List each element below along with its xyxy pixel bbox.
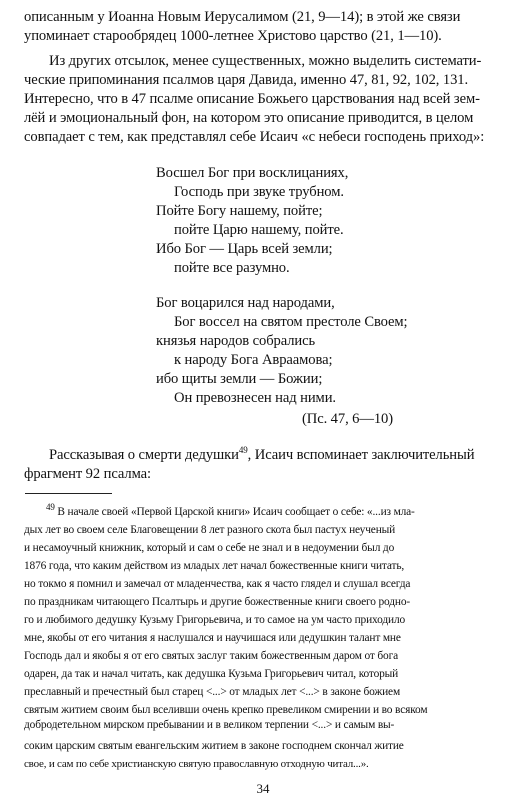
body-line-2: упоминает старообрядец 1000-летнее Христово царство (21, 1—10).	[24, 28, 442, 44]
verse-line-5: Ибо Бог — Царь всей земли;	[156, 241, 333, 257]
footnote-separator	[25, 493, 112, 494]
body-line-3: Из других отсылок, менее существенных, можно выделить системати-	[49, 53, 482, 69]
after-verse-line-1	[49, 446, 474, 464]
verse-line-3: Пойте Богу нашему, пойте;	[156, 203, 323, 219]
body-line-4: ческие припоминания псалмов царя Давида, именно 47, 81, 92, 102, 131.	[24, 72, 469, 88]
footnote-line-11: преславный и пречестный был старец <...> от младых лет <...> в законе божием	[24, 686, 401, 698]
footnote-line-4: 1876 года, что каким действом из младых лет начал божественные книги читать,	[24, 560, 405, 572]
verse-line-10: к народу Бога Авраамова;	[174, 352, 333, 368]
verse-line-8: Бог воссел на святом престоле Своем;	[174, 314, 408, 330]
verse-line-11: ибо щиты земли — Божии;	[156, 371, 323, 387]
psalm-citation: (Пс. 47, 6—10)	[302, 411, 394, 427]
body-line-6: лёй и эмоциональный фон, на котором это описание приводится, в целом	[24, 110, 474, 126]
footnote-line-1	[46, 502, 415, 520]
after-verse-tail: , Исаич вспоминает заключительный	[247, 447, 475, 463]
page-number: 34	[256, 781, 270, 796]
after-verse-lead: Рассказывая о смерти дедушки	[49, 447, 239, 463]
footnote-line-10: одарен, да так и начал читать, как дедушка Кузьма Григорьевич читал, который	[24, 668, 399, 680]
footnote-number: 49	[46, 502, 55, 513]
after-verse-line-2: фрагмент 92 псалма:	[24, 466, 151, 482]
footnote-line-6: по праздникам читающего Псалтырь и другие божественные книги своего родно-	[24, 596, 411, 608]
footnote-line-5: но токмо я помнил и замечал от младенчества, как я часто глядел и слушал всегда	[24, 578, 411, 590]
verse-line-6: пойте все разумно.	[174, 260, 290, 276]
footnote-line-1-text: В начале своей «Первой Царской книги» Исаич сообщает о себе: «...из мла-	[54, 506, 415, 518]
body-line-5: Интересно, что в 47 псалме описание Божьего царствования над всей зем-	[24, 91, 480, 107]
body-line-7: совпадает с тем, как представлял себе Исаич «с небеси господень приход»:	[24, 129, 485, 145]
footnote-line-2: дых лет во своем селе Благовещении 8 лет разного скота был пастух неученый	[24, 524, 396, 536]
footnote-line-12: святым житием своим был вселивши очень крепко превеликом смирении и во всяком добродетельном мирском пребывании и в великом терпении <...> и самым вы-	[24, 704, 428, 731]
footnote-marker: 49	[238, 445, 248, 456]
footnote-line-8: мне, якобы от его читания я наслушался и научишася или дедушкин талант мне	[24, 632, 401, 644]
verse-line-7: Бог воцарился над народами,	[156, 295, 335, 311]
verse-line-1: Восшел Бог при восклицаниях,	[156, 165, 349, 181]
footnote-line-14: свое, и сам по себе христианскую святую православную отходную читал...».	[24, 758, 369, 770]
verse-line-2: Господь при звуке трубном.	[174, 184, 344, 200]
verse-line-9: князья народов собрались	[156, 333, 316, 349]
footnote-line-13: соким царским святым евангельским житием в законе господнем скончал житие	[24, 740, 404, 752]
footnote-line-3: и несамоучный книжник, который и сам о себе не знал и в недоумении был до	[24, 542, 395, 554]
footnote-line-9: Господь дал и якобы я от его святых заслуг таким божественным даром от бога	[24, 650, 399, 662]
body-line-1: описанным у Иоанна Новым Иерусалимом (21, 9—14); в этой же связи	[24, 9, 461, 25]
verse-line-4: пойте Царю нашему, пойте.	[174, 222, 344, 238]
footnote-line-7: го и любимого дедушку Кузьму Григорьевича, и то самое на ум часто приходило	[24, 614, 406, 626]
verse-line-12: Он превознесен над ними.	[174, 390, 336, 406]
